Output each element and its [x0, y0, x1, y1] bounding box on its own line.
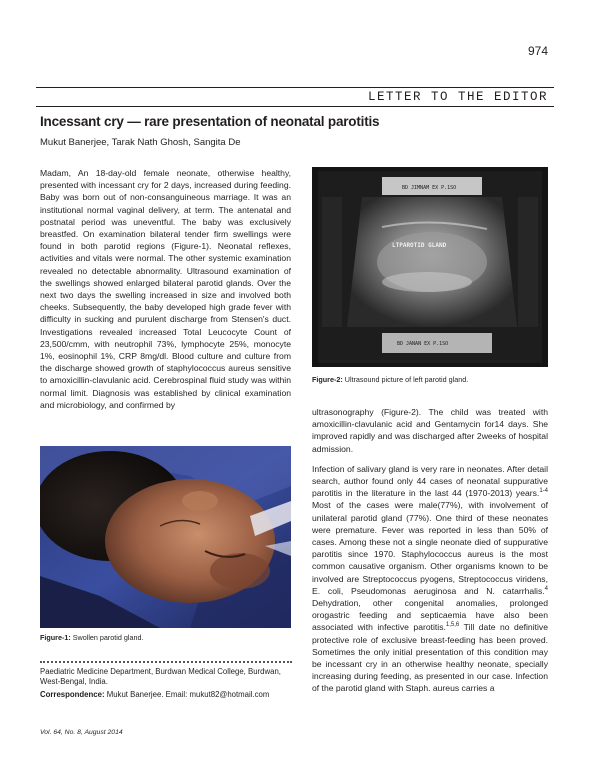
paragraph-case-report: Madam, An 18-day-old female neonate, otherwise healthy, presented with incessant cry for 2 days, increased during feeding. Baby was born out of non-consanguineous marriage. It was an institutional normal vaginal delivery, at term. The antenatal and postnatal period was uneventful. The baby was exclusively breastfed. On examination bilateral tender firm swellings were found in both parotid regions (Figure-1). Neonatal reflexes, activities and vitals were normal. The other systemic examination revealed no detectable abnormality. Ultrasound examination of the swellings showed enlarged bilateral parotid glands. Over the next two days the swelling increased in size and involved both cheeks. Subsequently, the baby developed high grade fever with difficulty in sucking and purulent discharge from Stensen's duct. Investigations revealed increased Total Leucocyte Count of 23,500/cmm, with neutrophil 73%, lymphocyte 25%, monocyte 1%, eosinophil 1%, CRP 8mg/dl. Blood culture and culture from the discharge showed growth of staphylococcus aureus sensitive to amoxicillin-clavulanic acid. Cerebrospinal fluid study was within normal limit. Diagnosis was established by clinical examination and microbiology, and confirmed by: [40, 168, 291, 410]
figure-2-label: Figure-2:: [312, 375, 343, 384]
journal-footer: Vol. 64, No. 8, August 2014: [40, 729, 123, 736]
correspondence-label: Correspondence:: [40, 690, 105, 699]
header-rule-top: [36, 87, 554, 88]
paragraph-treatment: ultrasonography (Figure-2). The child was treated with amoxicillin-clavulanic acid and Gentamycin for14 days. She improved rapidly and was discharged after 2weeks of hospital admission.: [312, 407, 548, 454]
us-footer-text: BD JANAN EX P.1SO: [397, 341, 449, 347]
figure-2-caption: [312, 375, 468, 384]
header-rule-bottom: [36, 106, 554, 107]
us-gland-label: LTPAROTID GLAND: [392, 242, 447, 249]
discussion-text-a: Infection of salivary gland is very rare in neonates. After detail search, author found only 44 cases of neonatal suppurative parotitis in the literature in the last 44 (1970-2013) years.: [312, 463, 548, 499]
article-title: Incessant cry — rare presentation of neonatal parotitis: [40, 114, 380, 129]
figure-2-ultrasound: [312, 167, 548, 367]
page-number: 974: [527, 44, 548, 58]
citation-1-4: 1-4: [539, 488, 548, 495]
right-column: [312, 406, 548, 701]
paragraph-discussion: [312, 463, 548, 695]
figure-1-label: Figure-1:: [40, 633, 71, 642]
left-column: [40, 167, 291, 417]
figure-2-text: Ultrasound picture of left parotid gland.: [342, 375, 469, 384]
discussion-text-b: Most of the cases were male(77%), with involvement of unilateral parotid gland (77%). One third of these neonates were premature. Fever was reported in less than 50% of cases. Among these not a single neonate died of suppurative parotitis since 1970. Staphylococcus aureus is the most common causative organism. Other organisms known to be involved are Streptococcus pyogens, Streptococcus viridens, E. coli, Pseudomonas aeruginosa and N. catarrhalis.: [312, 500, 548, 596]
correspondence-text: Mukut Banerjee. Email: mukut82@hotmail.com: [104, 690, 270, 699]
citation-4: 4: [544, 585, 548, 592]
footnote-divider: [40, 661, 292, 663]
discussion-text-d: Till date no definitive protective role of exclusive breast-feeding has been proved. Sometimes the only initial presentation of this condition may be incessant cry in an otherwise healthy neonate, specially increasing during feeding, as presented in our case. Infection of the parotid gland with Staph. aureus carries a: [312, 622, 548, 694]
citation-1-5-6: 1,5,6: [445, 622, 460, 629]
affiliation: Paediatric Medicine Department, Burdwan Medical College, Burdwan, West-Bengal, India.: [40, 667, 281, 687]
us-header-text: BD JIMNAM EX P.1SO: [402, 185, 457, 191]
figure-1-text: Swollen parotid gland.: [70, 633, 144, 642]
authors: Mukut Banerjee, Tarak Nath Ghosh, Sangita De: [40, 137, 241, 148]
figure-1-caption: [40, 633, 143, 642]
figure-1-photo: [40, 446, 291, 628]
correspondence: [40, 690, 295, 699]
section-label: LETTER TO THE EDITOR: [367, 90, 548, 104]
discussion-text-c: Dehydration, other congenital anomalies, prolonged orogastric feeding and septicaemia have also been associated with infective parotitis.: [312, 598, 548, 633]
